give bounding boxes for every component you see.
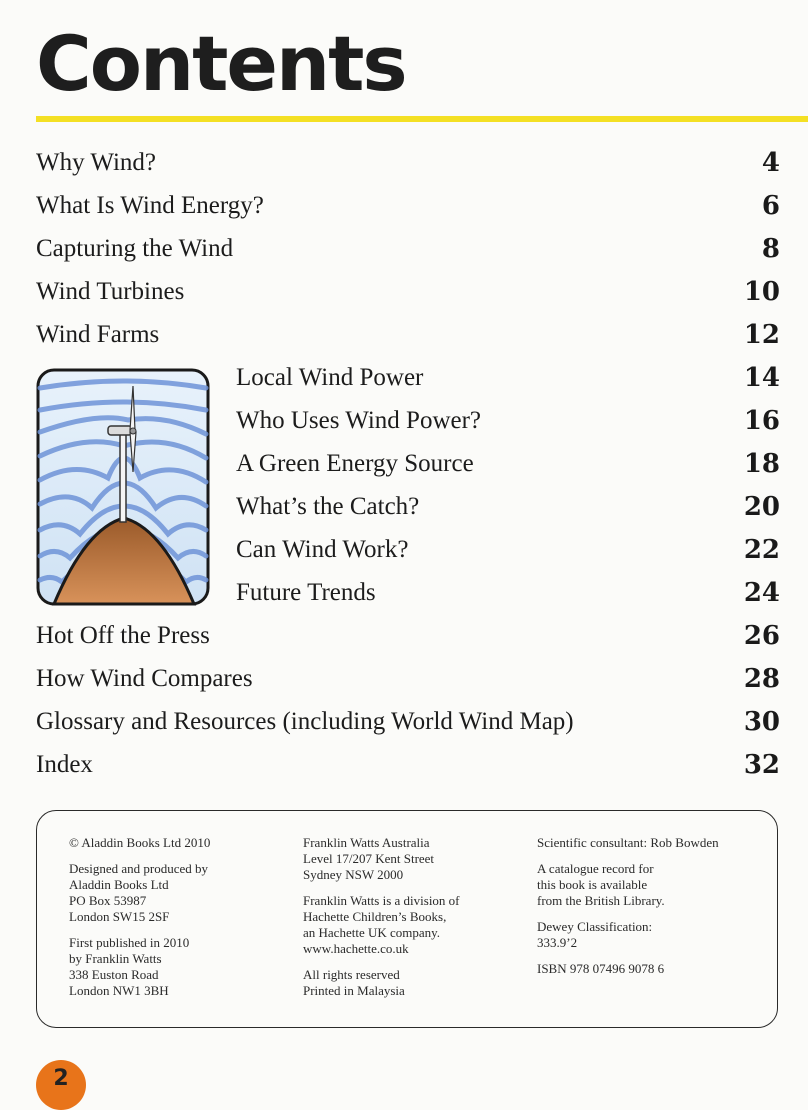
- toc-entry-label: What Is Wind Energy?: [36, 192, 264, 219]
- australia-address: Franklin Watts Australia Level 17/207 Kent Street Sydney NSW 2000: [303, 835, 435, 882]
- toc-entry-page: 24: [743, 578, 780, 608]
- first-published: First published in 2010 by Franklin Watts 338 Euston Road London NW1 3BH: [69, 935, 190, 998]
- consultant-credit: Scientific consultant: Rob Bowden: [537, 835, 719, 850]
- toc-entry-label: How Wind Compares: [36, 665, 253, 692]
- toc-entry-page: 30: [743, 707, 780, 737]
- toc-entry-page: 16: [743, 406, 780, 436]
- toc-entry-page: 32: [743, 750, 780, 780]
- toc-entry-label: Who Uses Wind Power?: [236, 407, 482, 434]
- page-number: 2: [53, 1066, 69, 1091]
- toc-entry-label: Hot Off the Press: [36, 622, 210, 649]
- toc-entry-page: 4: [761, 148, 780, 178]
- toc-entry[interactable]: [236, 573, 780, 613]
- toc-entry[interactable]: [36, 659, 780, 699]
- publishing-info-box: [36, 810, 778, 1028]
- designer-address: Designed and produced by Aladdin Books Ltd PO Box 53987 London SW15 2SF: [69, 861, 208, 924]
- rights-printing: All rights reserved Printed in Malaysia: [303, 967, 405, 998]
- catalogue-record: A catalogue record for this book is available from the British Library.: [537, 861, 665, 908]
- hachette-division: Franklin Watts is a division of Hachette Children’s Books, an Hachette UK company. www.hachette.co.uk: [303, 893, 460, 956]
- page-title: Contents: [36, 19, 406, 108]
- toc-entry-page: 18: [743, 449, 780, 479]
- toc-entry-label: Capturing the Wind: [36, 235, 234, 262]
- toc-entry-label: A Green Energy Source: [236, 450, 474, 477]
- isbn: ISBN 978 07496 9078 6: [537, 961, 665, 976]
- toc-entry-label: Wind Farms: [36, 321, 160, 348]
- toc-entry-page: 20: [743, 492, 780, 522]
- toc-entry[interactable]: [236, 487, 780, 527]
- toc-entry-page: 12: [743, 320, 780, 350]
- toc-entry-label: Wind Turbines: [36, 278, 185, 305]
- toc-entry-page: 8: [761, 234, 780, 264]
- toc-entry[interactable]: [36, 272, 780, 312]
- toc-entry[interactable]: [36, 745, 780, 785]
- distributor-column: [303, 835, 523, 1009]
- catalogue-column: [537, 835, 767, 987]
- toc-entry-page: 10: [743, 277, 780, 307]
- wind-turbine-illustration: [36, 368, 212, 608]
- toc-entry[interactable]: [36, 315, 780, 355]
- toc-entry-page: 22: [743, 535, 780, 565]
- toc-entry-label: Why Wind?: [36, 149, 157, 176]
- dewey-classification: Dewey Classification: 333.9’2: [537, 919, 653, 950]
- copyright-text: © Aladdin Books Ltd 2010: [69, 835, 211, 850]
- toc-entry[interactable]: [36, 616, 780, 656]
- toc-entry-label: Glossary and Resources (including World Wind Map): [36, 708, 574, 735]
- publisher-column: [69, 835, 279, 1009]
- title-underline: [36, 116, 808, 122]
- toc-entry-label: Local Wind Power: [236, 364, 424, 391]
- toc-entry-label: Future Trends: [236, 579, 376, 606]
- toc-entry[interactable]: [236, 358, 780, 398]
- toc-entry[interactable]: [36, 186, 780, 226]
- toc-entry[interactable]: [236, 401, 780, 441]
- toc-entry-page: 14: [743, 363, 780, 393]
- toc-entry-label: Can Wind Work?: [236, 536, 409, 563]
- toc-entry[interactable]: [236, 530, 780, 570]
- toc-entry-page: 26: [743, 621, 780, 651]
- toc-entry[interactable]: [36, 143, 780, 183]
- toc-entry-label: Index: [36, 751, 93, 778]
- toc-entry[interactable]: [36, 702, 780, 742]
- toc-entry[interactable]: [36, 229, 780, 269]
- toc-entry[interactable]: [236, 444, 780, 484]
- toc-entry-page: 6: [761, 191, 780, 221]
- toc-entry-label: What’s the Catch?: [236, 493, 420, 520]
- page-number-badge: [36, 1060, 86, 1110]
- toc-entry-page: 28: [743, 664, 780, 694]
